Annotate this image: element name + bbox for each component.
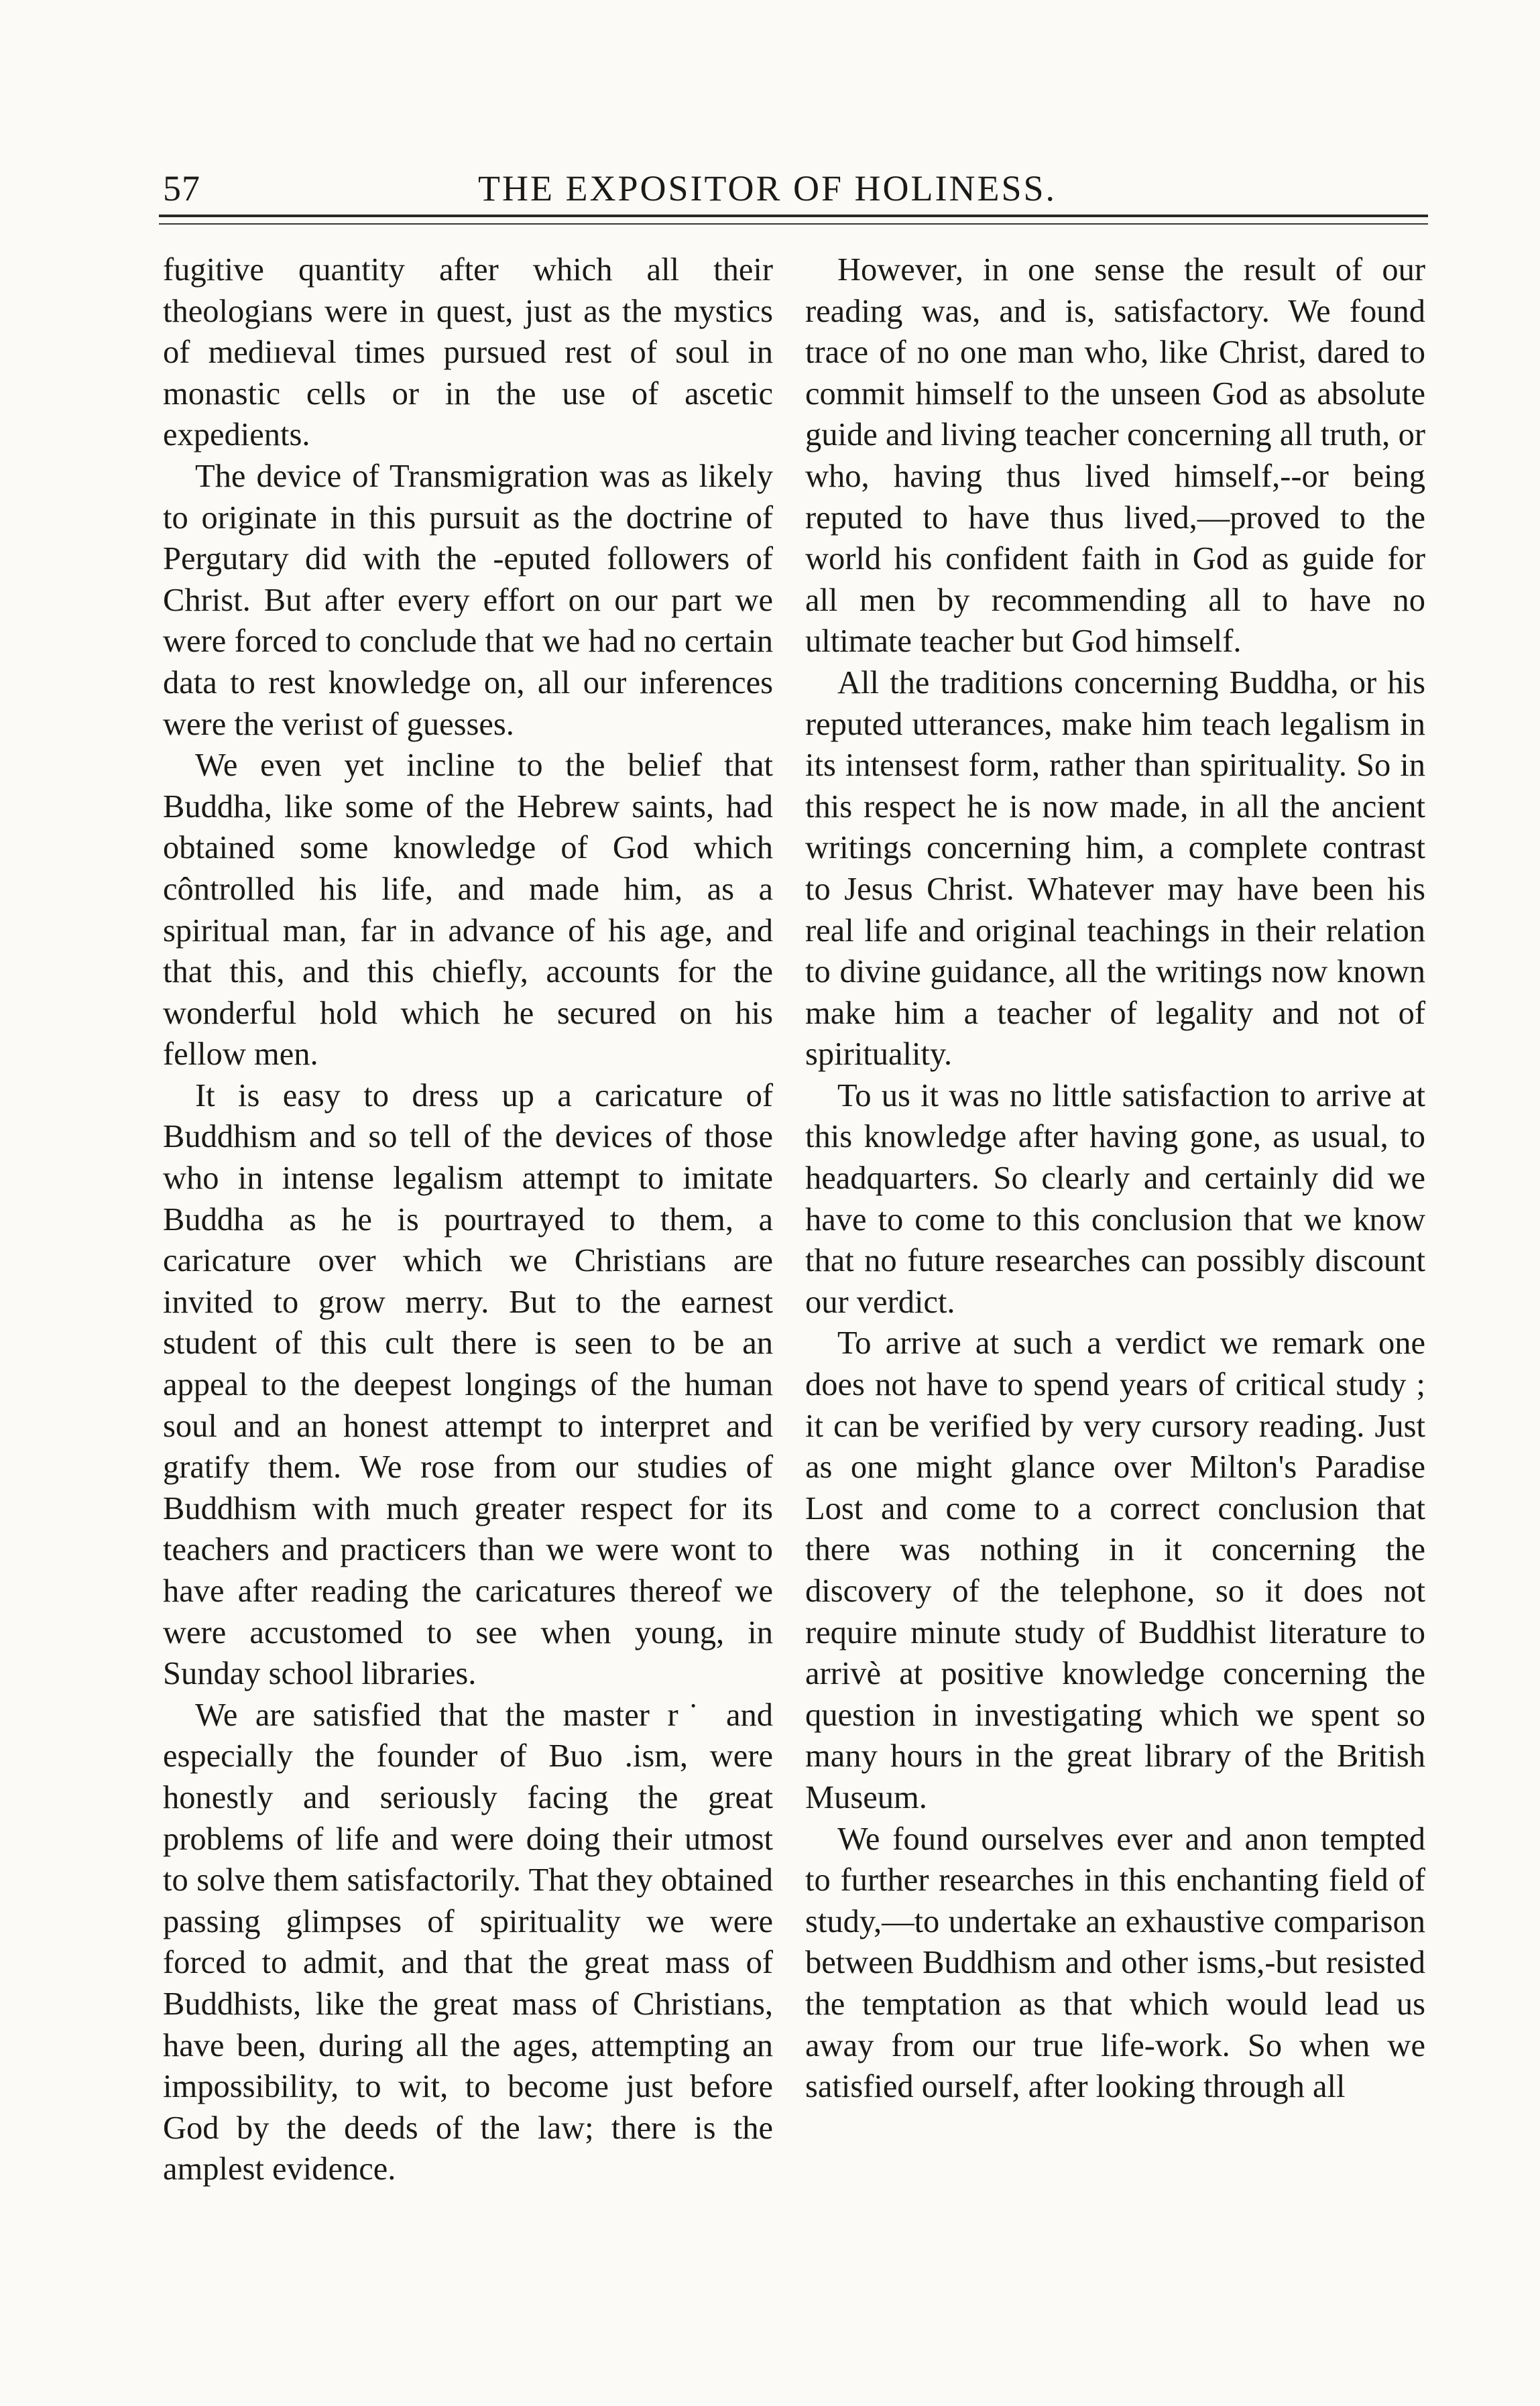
right-column <box>805 249 1425 2108</box>
page-number: 57 <box>163 168 200 208</box>
left-column <box>163 249 773 2190</box>
paragraph: To us it was no little satisfaction to arrive at this knowledge after having gone, as usual, to headquarters. So clearly and certainly did we have to come to this conclusion that we know that no future researches can possibly discount our verdict. <box>805 1077 1425 1320</box>
page-header <box>163 168 1427 221</box>
paragraph: All the traditions concerning Buddha, or his reputed utterances, make him teach legalism in its intensest form, rather than spirituality. So in this respect he is now made, in all the ancient writings concerning him, a complete contrast to Jesus Christ. Whatever may have been his real life and original teachings in their relation to divine guidance, all the writings now known make him a teacher of legality and not of spirituality. <box>805 664 1425 1073</box>
paragraph: To arrive at such a verdict we remark one does not have to spend years of critical study ; it can be verified by very cursory reading. Just as one might glance over Milton's Paradise Lost and come to a correct conclusion that there was nothing in it concerning the discovery of the telephone, so it does not require minute study of Buddhist literature to arrivè at positive knowledge concerning the question in investigating which we spent so many hours in the great library of the British Museum. <box>805 1325 1425 1815</box>
running-title: THE EXPOSITOR OF HOLINESS. <box>478 168 1057 208</box>
paragraph: We are satisfied that the master r˙ and especially the founder of Buo .ism, were honestly and seriously facing the great problems of life and were doing their utmost to solve them satisfactorily. That they obtained passing glimpses of spirituality we were forced to admit, and that the great mass of Buddhists, like the great mass of Christians, have been, during all the ages, attempting an impossibility, to wit, to become just before God by the deeds of the law; there is the amplest evidence. <box>163 1697 773 2187</box>
paragraph: It is easy to dress up a caricature of Buddhism and so tell of the devices of those who in intense legalism attempt to imitate Buddha as he is pourtrayed to them, a caricature over which we Christians are invited to grow merry. But to the earnest student of this cult there is seen to be an appeal to the deepest longings of the human soul and an honest attempt to interpret and gratify them. We rose from our studies of Buddhism with much greater respect for its teachers and practicers than we were wont to have after reading the caricatures thereof we were accustomed to see when young, in Sunday school libraries. <box>163 1077 773 1692</box>
header-rule-thick <box>159 215 1428 217</box>
paragraph: The device of Transmigration was as likely to originate in this pursuit as the doctrine of Pergutary did with the -eputed followers of Christ. But after every effort on our part we were forced to conclude that we had no certain data to rest knowledge on, all our inferences were the veriıst of guesses. <box>163 458 773 742</box>
header-rule-thin <box>159 223 1428 225</box>
paragraph: We found ourselves ever and anon tempted to further researches in this enchanting field of study,—to undertake an exhaustive comparison between Buddhism and other isms,-but resisted the temptation as that which would lead us away from our true life-work. So when we satisfied ourself, after looking through all <box>805 1821 1425 2105</box>
paragraph: We even yet incline to the belief that Buddha, like some of the Hebrew saints, had obtained some knowledge of God which côntrolled his life, and made him, as a spiritual man, far in advance of his age, and that this, and this chiefly, accounts for the wonderful hold which he secured on his fellow men. <box>163 747 773 1073</box>
paragraph: However, in one sense the result of our reading was, and is, satisfactory. We found trace of no one man who, like Christ, dared to commit himself to the unseen God as absolute guide and living teacher concerning all truth, or who, having thus lived himself,--or being reputed to have thus lived,—proved to the world his confident faith in God as guide for all men by recommending all to have no ultimate teacher but God himself. <box>805 252 1425 660</box>
paragraph: fugitive quantity after which all their theologians were in quest, just as the mystics of mediıeval times pursued rest of soul in monastic cells or in the use of ascetic expedients. <box>163 252 773 453</box>
